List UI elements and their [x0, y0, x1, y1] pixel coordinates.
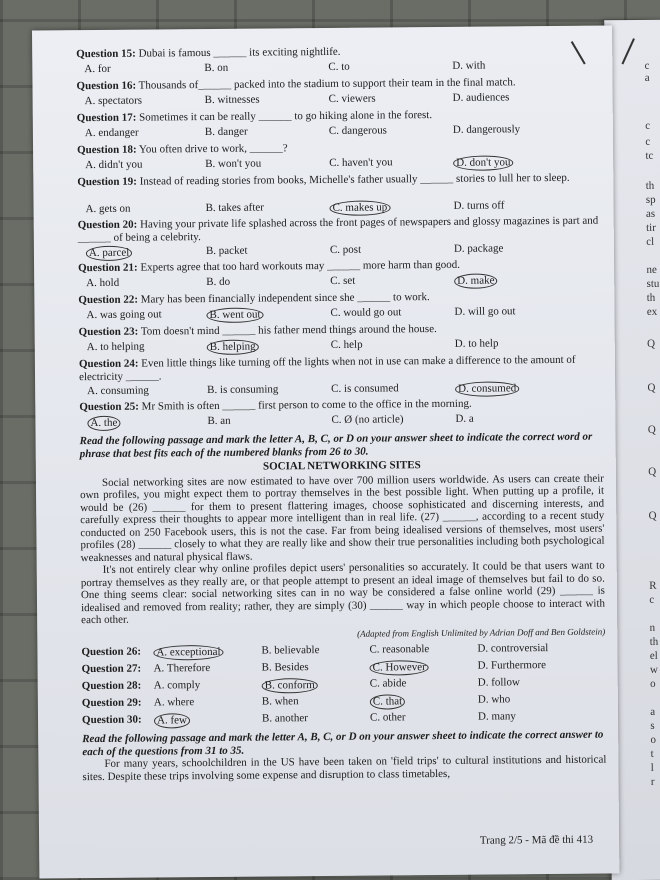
question-text: Sometimes it can be really ______ to go hiking alone in the forest.: [139, 109, 433, 124]
answer-option[interactable]: D. turns off: [453, 199, 505, 212]
right-page-fragment: a: [650, 705, 656, 718]
answer-option[interactable]: D. will go out: [454, 305, 516, 318]
answer-option[interactable]: D. dangerously: [452, 123, 521, 136]
question-number: Question 17:: [76, 111, 137, 125]
question-number: Question 26:: [81, 645, 142, 659]
right-page-fragment: c: [644, 59, 650, 72]
right-page-fragment: w: [649, 663, 658, 676]
answer-option[interactable]: D. package: [453, 242, 504, 255]
right-page-fragment: th: [646, 291, 656, 304]
right-page-fragment: th: [649, 635, 659, 648]
answer-option[interactable]: C. haven't you: [329, 156, 393, 169]
instruction-cloze: Read the following passage and mark the letter A, B, C, or D on your answer sheet to indicate the correct word or phrase that best fits each of the numbered blanks from 26 to 30.: [79, 430, 593, 460]
answer-option[interactable]: A. where: [153, 696, 195, 709]
cloze-answer-list: [81, 642, 606, 732]
answer-option[interactable]: C. to: [328, 60, 350, 73]
answer-option[interactable]: A. endanger: [84, 126, 139, 140]
question-stem: [78, 215, 602, 245]
right-page-fragment: Q: [647, 423, 656, 436]
right-page-fragment: el: [649, 649, 658, 662]
question-item: [78, 215, 602, 263]
answer-option[interactable]: D. audiences: [452, 91, 510, 104]
answer-option[interactable]: D. who: [477, 693, 511, 706]
question-number: Question 27:: [81, 662, 142, 676]
question-item: [77, 172, 601, 220]
question-item: [79, 322, 603, 359]
right-page-fragment: s: [650, 719, 655, 732]
passage-title: SOCIAL NETWORKING SITES: [262, 459, 421, 473]
answer-option[interactable]: B. another: [261, 712, 308, 725]
answer-option[interactable]: D. many: [477, 710, 516, 723]
right-page-fragment: stu: [646, 277, 660, 290]
answer-option[interactable]: A. to helping: [86, 340, 145, 354]
answer-option[interactable]: C. Ø (no article): [331, 413, 404, 426]
question-number: Question 25:: [79, 400, 139, 414]
passage-paragraph: It's not entirely clear why online profiles depict users' personalities so accurately. It could be that users want to portray themselves as they really are, or that people attempt to present an ideal image of themselves but fail to do so. One thing seems clear: social networking sites can in no way be considered a false online world (29) ______ is idealised and removed from reality; rather, they are simply (30) ______ way in which people choose to interact with each other.: [80, 559, 606, 627]
question-text: Dubai is famous ______ its exciting nightlife.: [138, 45, 341, 60]
answer-option[interactable]: B. when: [261, 695, 299, 708]
question-item: [78, 258, 602, 295]
option-row: [85, 199, 602, 216]
answer-option[interactable]: B. is consuming: [207, 383, 279, 397]
right-page-fragment: c: [645, 119, 651, 132]
answer-option[interactable]: B. danger: [204, 125, 248, 139]
answer-option[interactable]: C. would go out: [330, 306, 402, 319]
right-page-fragment: th: [645, 179, 655, 192]
question-stem: [76, 44, 600, 61]
right-page-fragment: t: [650, 747, 654, 760]
passage2-opening: For many years, schoolchildren in the US have been taken on 'field trips' to cultural institutions and historical sites. Despite these trips involving some expense and disruption to class timetables,: [82, 753, 607, 783]
answer-option[interactable]: D. to help: [454, 337, 499, 350]
answer-option[interactable]: C. reasonable: [369, 643, 430, 656]
answer-option[interactable]: A. hold: [86, 276, 120, 290]
answer-option[interactable]: C. that: [370, 694, 405, 709]
question-item: [77, 140, 601, 177]
question-number: Question 16:: [76, 79, 137, 93]
answer-option[interactable]: B. conform: [262, 678, 318, 693]
question-text: Mary has been financially independent since she ______ to work.: [140, 291, 430, 306]
right-page-fragment: r: [650, 775, 655, 788]
answer-option[interactable]: A. for: [84, 62, 111, 76]
question-text: You often drive to work, ______?: [138, 142, 288, 156]
question-number: Question 29:: [81, 696, 142, 710]
answer-option[interactable]: D. consumed: [455, 381, 519, 396]
question-list: [76, 44, 603, 434]
right-page-fragment: Q: [648, 465, 657, 478]
question-text: Mr Smith is often ______ first person to come to the office in the morning.: [141, 397, 472, 413]
question-text: Having your private life splashed across the front pages of newspapers and glossy magazines is part and ______ of being a celebrity.: [77, 214, 599, 244]
answer-option[interactable]: B. do: [206, 275, 231, 289]
answer-option[interactable]: C. makes up: [330, 200, 391, 215]
answer-option[interactable]: A. was going out: [86, 308, 162, 322]
right-page-fragment: as: [645, 207, 656, 220]
answer-option[interactable]: B. went out: [206, 308, 263, 323]
answer-option[interactable]: C. set: [330, 274, 356, 287]
question-text: Experts agree that too hard workouts may ______ more harm than good.: [140, 258, 461, 274]
answer-option[interactable]: D. Furthermore: [477, 659, 547, 672]
answer-option[interactable]: C. post: [329, 243, 362, 256]
right-page-fragment: ne: [646, 263, 657, 276]
right-page-fragment: a: [644, 71, 650, 84]
answer-option[interactable]: A. didn't you: [85, 158, 143, 172]
answer-option[interactable]: B. Besides: [261, 661, 309, 674]
right-page-fragment: tir: [646, 221, 656, 234]
question-item: [79, 397, 603, 434]
answer-option[interactable]: C. dangerous: [328, 124, 387, 137]
question-number: Question 22:: [78, 293, 139, 307]
answer-option[interactable]: C. viewers: [328, 92, 376, 105]
passage-source: (Adapted from English Unlimited by Adrian Doff and Ben Goldstein): [357, 626, 606, 639]
question-text: Thousands of______ packed into the stadium to support their team in the final match.: [138, 76, 516, 92]
right-page-fragment: c: [649, 593, 655, 606]
question-text: Tom doesn't mind ______ his father mend things around the house.: [140, 323, 437, 338]
page-footer: Trang 2/5 - Mã đề thi 413: [479, 833, 594, 847]
question-item: [76, 76, 600, 113]
passage-paragraph: Social networking sites are now estimated to have over 700 million users worldwide. As users can create their own profiles, you might expect them to portray themselves in the best possible light. When putting up a profile, it would be (26) ______ for them to present flattering images, choose sophisticated and discerning interests, and carefully express their thoughts to appear more intelligent than in real life. (27) ______, according to a recent study conducted on 250 Facebook users, this is not the case. Far from being idealised versions of themselves, most users' profiles (28) ______ closely to what they are really like and show their true personalities including both psychological weaknesses and natural physical flaws.: [80, 472, 605, 564]
answer-option[interactable]: A. few: [154, 713, 190, 728]
question-number: Question 15:: [76, 47, 136, 61]
answer-option[interactable]: A. parcel: [86, 246, 132, 261]
answer-option[interactable]: A. spectators: [84, 94, 143, 108]
question-item: [77, 108, 601, 145]
answer-option[interactable]: B. helping: [207, 340, 259, 355]
right-page-fragment: Q: [648, 509, 657, 522]
answer-option[interactable]: A. consuming: [87, 384, 149, 398]
question-item: [79, 354, 603, 402]
answer-option[interactable]: A. the: [87, 416, 120, 431]
right-page-fragment: n: [649, 621, 656, 634]
question-number: Question 20:: [77, 218, 138, 232]
answer-option[interactable]: C. However: [370, 660, 429, 675]
right-page-fragment: o: [649, 677, 656, 690]
right-page-fragment: Q: [647, 337, 656, 350]
instruction-reading: Read the following passage and mark the letter A, B, C, or D on your answer sheet to indicate the correct answer to each of the questions from 31 to 35.: [82, 728, 604, 758]
answer-option[interactable]: D. follow: [477, 676, 520, 689]
question-stem: [79, 354, 603, 384]
right-page-fragment: o: [650, 733, 657, 746]
answer-option[interactable]: D. controversial: [477, 642, 549, 655]
question-number: Question 18:: [77, 143, 137, 157]
right-page-fragment: c: [645, 135, 651, 148]
cloze-question-row: [82, 710, 606, 732]
right-page-fragment: R: [649, 579, 657, 592]
answer-option[interactable]: B. on: [204, 61, 229, 75]
answer-option[interactable]: C. other: [369, 711, 406, 724]
question-number: Question 21:: [78, 261, 138, 275]
question-number: Question 24:: [78, 357, 139, 371]
question-number: Question 28:: [81, 679, 142, 693]
answer-option[interactable]: C. abide: [369, 677, 407, 690]
question-text: Even little things like turning off the lights when not in use can make a difference to the amount of electricity ______.: [78, 353, 576, 383]
answer-option[interactable]: C. is consumed: [331, 382, 399, 395]
right-page-fragment: l: [650, 761, 654, 774]
answer-option[interactable]: D. don't you: [453, 155, 513, 170]
question-item: [78, 290, 602, 327]
answer-option[interactable]: B. witnesses: [204, 93, 260, 107]
answer-option[interactable]: B. takes after: [205, 201, 264, 215]
question-number: Question 23:: [78, 325, 139, 339]
answer-option[interactable]: B. believable: [261, 644, 320, 657]
answer-option[interactable]: D. make: [454, 273, 497, 288]
answer-option[interactable]: A. comply: [153, 679, 201, 692]
right-page-fragment: tc: [645, 149, 654, 162]
page-content: [76, 44, 606, 784]
right-page-fragment: Q: [647, 381, 656, 394]
answer-option[interactable]: A. gets on: [85, 202, 131, 216]
right-page-fragment: cl: [646, 235, 655, 248]
right-page-fragment: ex: [646, 305, 658, 318]
question-number: Question 30:: [81, 713, 142, 727]
answer-option[interactable]: B. an: [207, 414, 231, 428]
answer-option[interactable]: D. a: [455, 412, 474, 425]
answer-option[interactable]: A. Therefore: [153, 662, 211, 675]
answer-option[interactable]: D. with: [452, 59, 486, 72]
answer-option[interactable]: A. exceptional: [153, 645, 223, 660]
question-text: Instead of reading stories from books, Michelle's father usually ______ stories to lull her to sleep.: [139, 171, 570, 188]
answer-option[interactable]: C. help: [330, 338, 363, 351]
question-number: Question 19:: [77, 175, 137, 189]
right-page-fragment: sp: [645, 193, 656, 206]
answer-option[interactable]: B. won't you: [205, 157, 262, 171]
exam-page: [32, 25, 619, 878]
answer-option[interactable]: B. packet: [205, 244, 248, 258]
question-item: [76, 44, 600, 81]
